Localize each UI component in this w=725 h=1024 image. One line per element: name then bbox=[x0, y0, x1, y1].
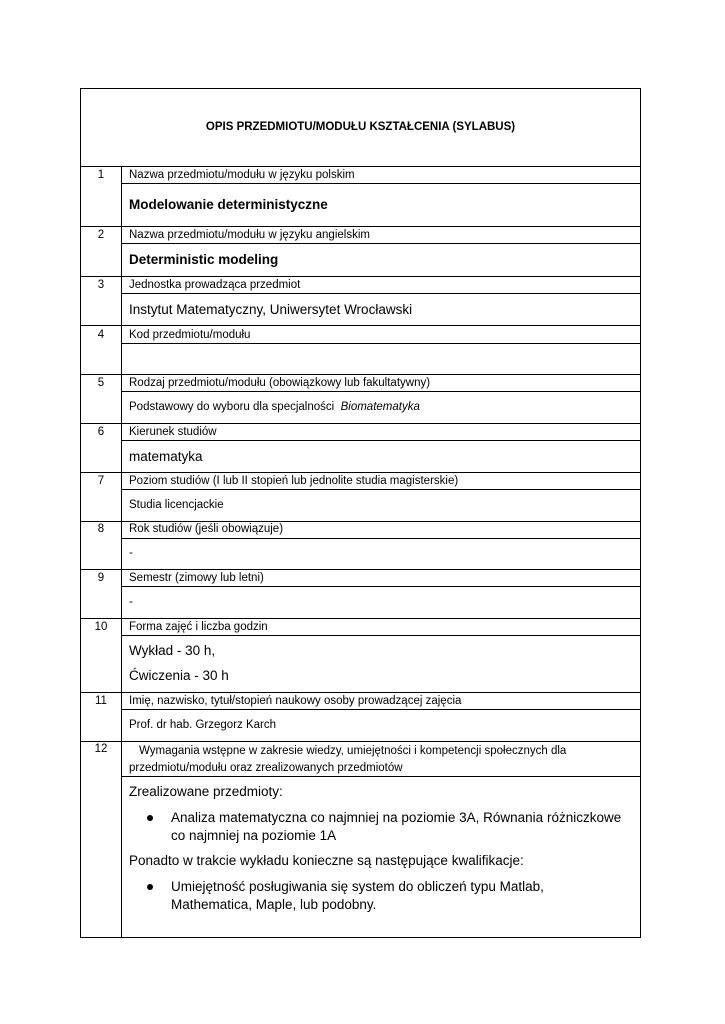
row-divider bbox=[121, 635, 640, 636]
row-8-label: Rok studiów (jeśli obowiązuje) bbox=[129, 523, 284, 535]
row-12-number: 12 bbox=[94, 743, 108, 755]
row-1-value: Modelowanie deterministyczne bbox=[129, 197, 328, 212]
row-divider bbox=[121, 440, 640, 441]
row-6-label: Kierunek studiów bbox=[129, 426, 217, 438]
row-divider bbox=[81, 374, 640, 375]
row-divider bbox=[81, 521, 640, 522]
row-divider bbox=[81, 226, 640, 227]
row-divider bbox=[121, 391, 640, 392]
row-3-value: Instytut Matematyczny, Uniwersytet Wrocławski bbox=[129, 302, 413, 317]
column-divider bbox=[121, 166, 122, 938]
row-divider bbox=[81, 423, 640, 424]
row-12-bullet-2: Umiejętność posługiwania się system do obliczeń typu Matlab, Mathematica, Maple, lub podobny. bbox=[171, 879, 544, 912]
title-row bbox=[81, 89, 640, 167]
syllabus-table bbox=[80, 88, 641, 938]
row-7-label: Poziom studiów (I lub II stopień lub jednolite studia magisterskie) bbox=[129, 475, 459, 487]
row-12-label: Wymagania wstępne w zakresie wiedzy, umiejętności i kompetencji społecznych dla przedmiotu/modułu oraz zrealizowanych przedmiotów bbox=[129, 745, 567, 774]
row-5-value bbox=[129, 401, 630, 413]
document-title: OPIS PRZEDMIOTU/MODUŁU KSZTAŁCENIA (SYLABUS) bbox=[205, 121, 516, 133]
row-divider bbox=[121, 489, 640, 490]
row-5-label: Rodzaj przedmiotu/modułu (obowiązkowy lub fakultatywny) bbox=[129, 377, 431, 389]
row-divider bbox=[121, 709, 640, 710]
row-3-number: 3 bbox=[97, 279, 105, 291]
row-divider bbox=[121, 538, 640, 539]
row-11-value: Prof. dr hab. Grzegorz Karch bbox=[129, 719, 277, 731]
row-4-label: Kod przedmiotu/modułu bbox=[129, 329, 251, 341]
row-divider bbox=[121, 586, 640, 587]
row-divider bbox=[121, 183, 640, 184]
row-2-number: 2 bbox=[97, 229, 105, 241]
row-5-value-text: Podstawowy do wyboru dla specjalności bbox=[129, 401, 335, 413]
row-divider bbox=[81, 618, 640, 619]
row-divider bbox=[121, 293, 640, 294]
row-9-value: - bbox=[129, 596, 133, 608]
row-2-value: Deterministic modeling bbox=[129, 252, 279, 267]
row-10-value-line-1: Wykład - 30 h, bbox=[129, 643, 216, 658]
row-9-label: Semestr (zimowy lub letni) bbox=[129, 572, 264, 584]
row-9-number: 9 bbox=[97, 572, 105, 584]
row-7-value: Studia licencjackie bbox=[129, 499, 224, 511]
row-1-number: 1 bbox=[97, 169, 105, 181]
row-12-mid: Ponadto w trakcie wykładu konieczne są następujące kwalifikacje: bbox=[129, 853, 524, 868]
row-divider bbox=[121, 243, 640, 244]
row-1-label: Nazwa przedmiotu/modułu w języku polskim bbox=[129, 169, 355, 181]
row-2-label: Nazwa przedmiotu/modułu w języku angielskim bbox=[129, 229, 370, 241]
row-5-number: 5 bbox=[97, 377, 105, 389]
row-12-bullet-1: Analiza matematyczna co najmniej na poziomie 3A, Równania różniczkowe co najmniej na poziomie 1A bbox=[171, 810, 622, 843]
row-8-value: - bbox=[129, 547, 133, 559]
row-7-number: 7 bbox=[97, 475, 105, 487]
row-10-value-line-2: Ćwiczenia - 30 h bbox=[129, 668, 229, 683]
row-12-intro: Zrealizowane przedmioty: bbox=[129, 784, 283, 799]
row-11-label: Imię, nazwisko, tytuł/stopień naukowy osoby prowadzącej zajęcia bbox=[129, 695, 462, 707]
bullet-icon bbox=[147, 884, 153, 890]
row-divider bbox=[81, 472, 640, 473]
bullet-icon bbox=[147, 815, 153, 821]
row-4-number: 4 bbox=[97, 329, 105, 341]
row-divider bbox=[121, 776, 640, 777]
row-8-number: 8 bbox=[97, 523, 105, 535]
row-10-label: Forma zajęć i liczba godzin bbox=[129, 621, 268, 633]
row-divider bbox=[81, 569, 640, 570]
row-5-value-specialty: Biomatematyka bbox=[340, 401, 420, 413]
row-6-value: matematyka bbox=[129, 449, 203, 464]
row-divider bbox=[121, 343, 640, 344]
row-divider bbox=[81, 325, 640, 326]
row-10-number: 10 bbox=[94, 621, 108, 633]
row-divider bbox=[81, 276, 640, 277]
row-3-label: Jednostka prowadząca przedmiot bbox=[129, 279, 301, 291]
row-divider bbox=[81, 741, 640, 742]
row-11-number: 11 bbox=[95, 695, 107, 707]
row-divider bbox=[81, 692, 640, 693]
row-6-number: 6 bbox=[97, 426, 105, 438]
